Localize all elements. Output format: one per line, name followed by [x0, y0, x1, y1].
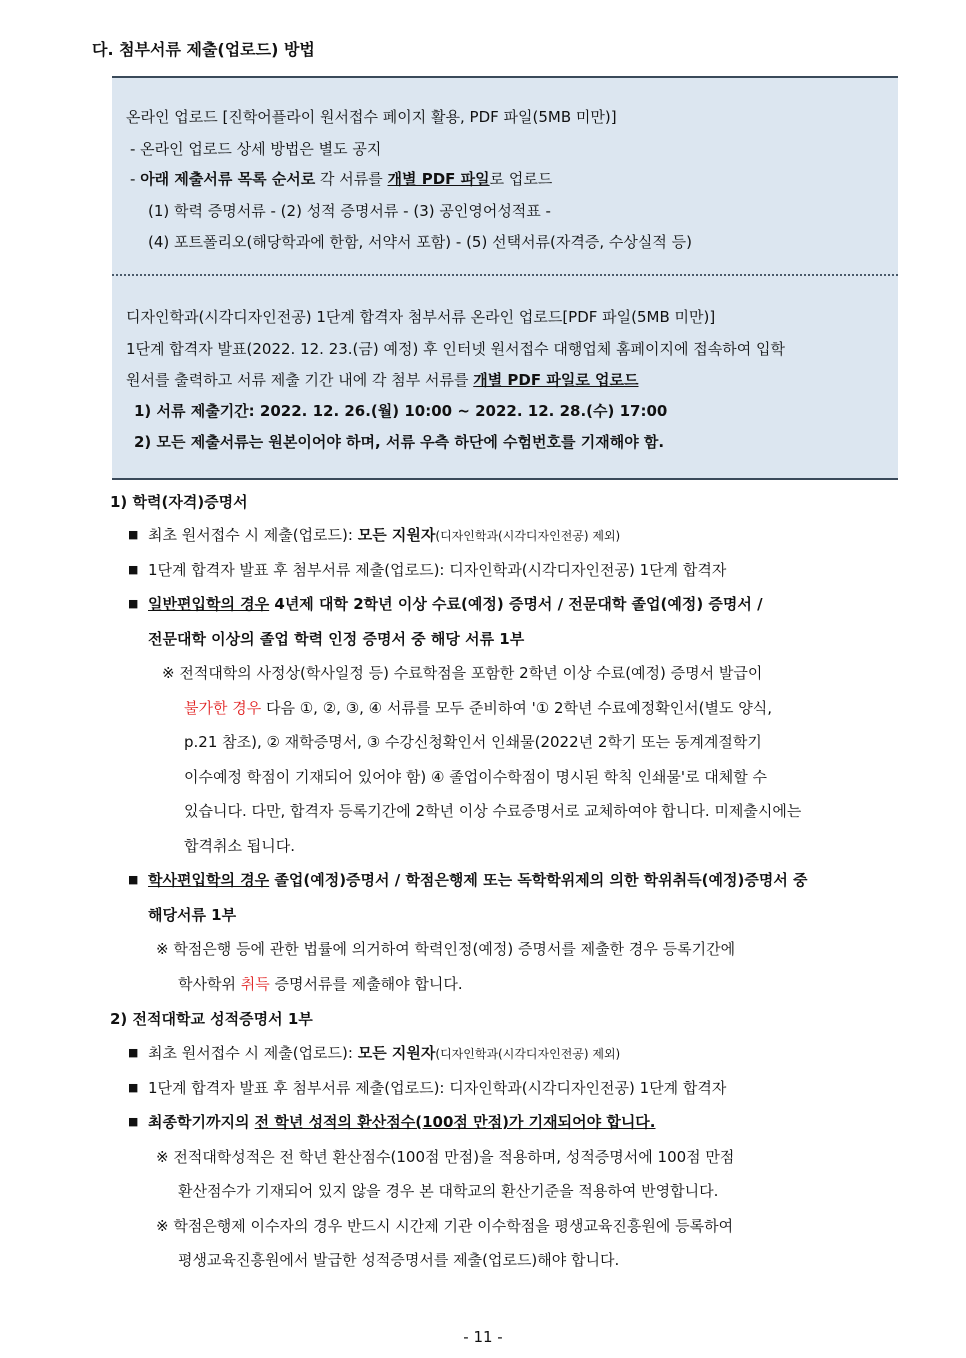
s1-note-1-line6: 합격취소 됩니다. — [184, 837, 295, 855]
bullet-icon: ■ — [128, 873, 139, 886]
bullet-icon: ■ — [128, 1081, 139, 1094]
s1-note-1-line1: ※ 전적대학의 사정상(학사일정 등) 수료학점을 포함한 2학년 이상 수료(예정) 증명서 발급이 — [162, 664, 763, 682]
s2-note-1-line2: 환산점수가 기재되어 있지 않을 경우 본 대학교의 환산기준을 적용하여 반영합니다. — [178, 1182, 719, 1200]
bullet-icon: ■ — [128, 1115, 139, 1128]
s1-note-2-line2: 학사학위 취득 증명서류를 제출해야 합니다. — [178, 975, 463, 993]
notice-bold-order: 아래 제출서류 목록 순서로 — [140, 170, 316, 188]
page-number: - 11 - — [463, 1328, 503, 1346]
section2-title: 2) 전적대학교 성적증명서 1부 — [110, 1010, 313, 1028]
s1-bullet-1: 최초 원서접수 시 제출(업로드): 모든 지원자(디자인학과(시각디자인전공) 제외) — [148, 526, 621, 544]
s2-bullet-1: 최초 원서접수 시 제출(업로드): 모든 지원자(디자인학과(시각디자인전공) 제외) — [148, 1044, 621, 1062]
s1-note-1-line5: 있습니다. 다만, 합격자 등록기간에 2학년 이상 수료증명서로 교체하여야 합니다. 미제출시에는 — [184, 802, 802, 820]
s2-note-1-line1: ※ 전적대학성적은 전 학년 환산점수(100점 만점)을 적용하며, 성적증명서에 100점 만점 — [156, 1148, 735, 1166]
bullet-icon: ■ — [128, 528, 139, 541]
design-underline-pdf: 개별 PDF 파일로 업로드 — [473, 371, 639, 389]
s1-bullet-4-line2: 해당서류 1부 — [148, 906, 237, 924]
s1-note-1-line3: p.21 참조), ② 재학증명서, ③ 수강신청확인서 인쇄물(2022년 2학기 또는 동계계절학기 — [184, 733, 762, 751]
section-heading: 다. 첨부서류 제출(업로드) 방법 — [92, 40, 315, 59]
s1-note-1-line4: 이수예정 학점이 기재되어 있어야 함) ④ 졸업이수학점이 명시된 학칙 인쇄물'로 대체할 수 — [184, 768, 768, 786]
design-upload-title: 디자인학과(시각디자인전공) 1단계 합격자 첨부서류 온라인 업로드[PDF 파일(5MB 미만)] — [126, 308, 716, 326]
section1-title: 1) 학력(자격)증명서 — [110, 493, 248, 511]
upload-title: 온라인 업로드 [진학어플라이 원서접수 페이지 활용, PDF 파일(5MB 미만)] — [126, 108, 617, 126]
design-line-2: 원서를 출력하고 서류 제출 기간 내에 각 첨부 서류를 개별 PDF 파일로 업로드 — [126, 371, 639, 389]
submission-period: 1) 서류 제출기간: 2022. 12. 26.(월) 10:00 ~ 2022. 12. 28.(수) 17:00 — [134, 402, 668, 420]
s1-bullet-3-line2: 전문대학 이상의 졸업 학력 인정 증명서 중 해당 서류 1부 — [148, 630, 525, 648]
upload-notice-2: - 아래 제출서류 목록 순서로 각 서류를 개별 PDF 파일로 업로드 — [130, 170, 553, 188]
s2-bullet-3: 최종학기까지의 전 학년 성적의 환산점수(100점 만점)가 기재되어야 합니다. — [148, 1113, 656, 1131]
acquire-text: 취득 — [240, 975, 270, 993]
original-notice: 2) 모든 제출서류는 원본이어야 하며, 서류 우측 하단에 수험번호를 기재해야 함. — [134, 433, 665, 451]
notice-underline-pdf: 개별 PDF 파일 — [387, 170, 490, 188]
s2-bullet-2: 1단계 합격자 발표 후 첨부서류 제출(업로드): 디자인학과(시각디자인전공) 1단계 합격자 — [148, 1079, 727, 1097]
document-list-2: (4) 포트폴리오(해당학과에 한함, 서약서 포함) - (5) 선택서류(자격증, 수상실적 등) — [148, 233, 692, 251]
document-list-1: (1) 학력 증명서류 - (2) 성적 증명서류 - (3) 공인영어성적표 - — [148, 202, 551, 220]
bullet-icon: ■ — [128, 563, 139, 576]
s1-bullet-2: 1단계 합격자 발표 후 첨부서류 제출(업로드): 디자인학과(시각디자인전공) 1단계 합격자 — [148, 561, 727, 579]
s2-note-2-line1: ※ 학점은행제 이수자의 경우 반드시 시간제 기관 이수학점을 평생교육진흥원에 등록하여 — [156, 1217, 734, 1235]
design-line-1: 1단계 합격자 발표(2022. 12. 23.(금) 예정) 후 인터넷 원서접수 대행업체 홈페이지에 접속하여 입학 — [126, 340, 785, 358]
s1-bullet-4: 학사편입학의 경우 졸업(예정)증명서 / 학점은행제 또는 독학학위제의 의한 학위취득(예정)증명서 중 — [148, 871, 808, 889]
bullet-icon: ■ — [128, 597, 139, 610]
s2-note-2-line2: 평생교육진흥원에서 발급한 성적증명서를 제출(업로드)해야 합니다. — [178, 1251, 620, 1269]
upload-notice-1: - 온라인 업로드 상세 방법은 별도 공지 — [130, 140, 382, 158]
s1-bullet-3: 일반편입학의 경우 4년제 대학 2학년 이상 수료(예정) 증명서 / 전문대학 졸업(예정) 증명서 / — [148, 595, 763, 613]
bullet-icon: ■ — [128, 1046, 139, 1059]
impossible-case-text: 불가한 경우 — [184, 699, 262, 717]
box-dotted-divider — [112, 274, 898, 276]
s1-note-2-line1: ※ 학점은행 등에 관한 법률에 의거하여 학력인정(예정) 증명서를 제출한 경우 등록기간에 — [156, 940, 736, 958]
s1-note-1-line2: 불가한 경우 다음 ①, ②, ③, ④ 서류를 모두 준비하여 '① 2학년 수료예정확인서(별도 양식, — [184, 699, 773, 717]
